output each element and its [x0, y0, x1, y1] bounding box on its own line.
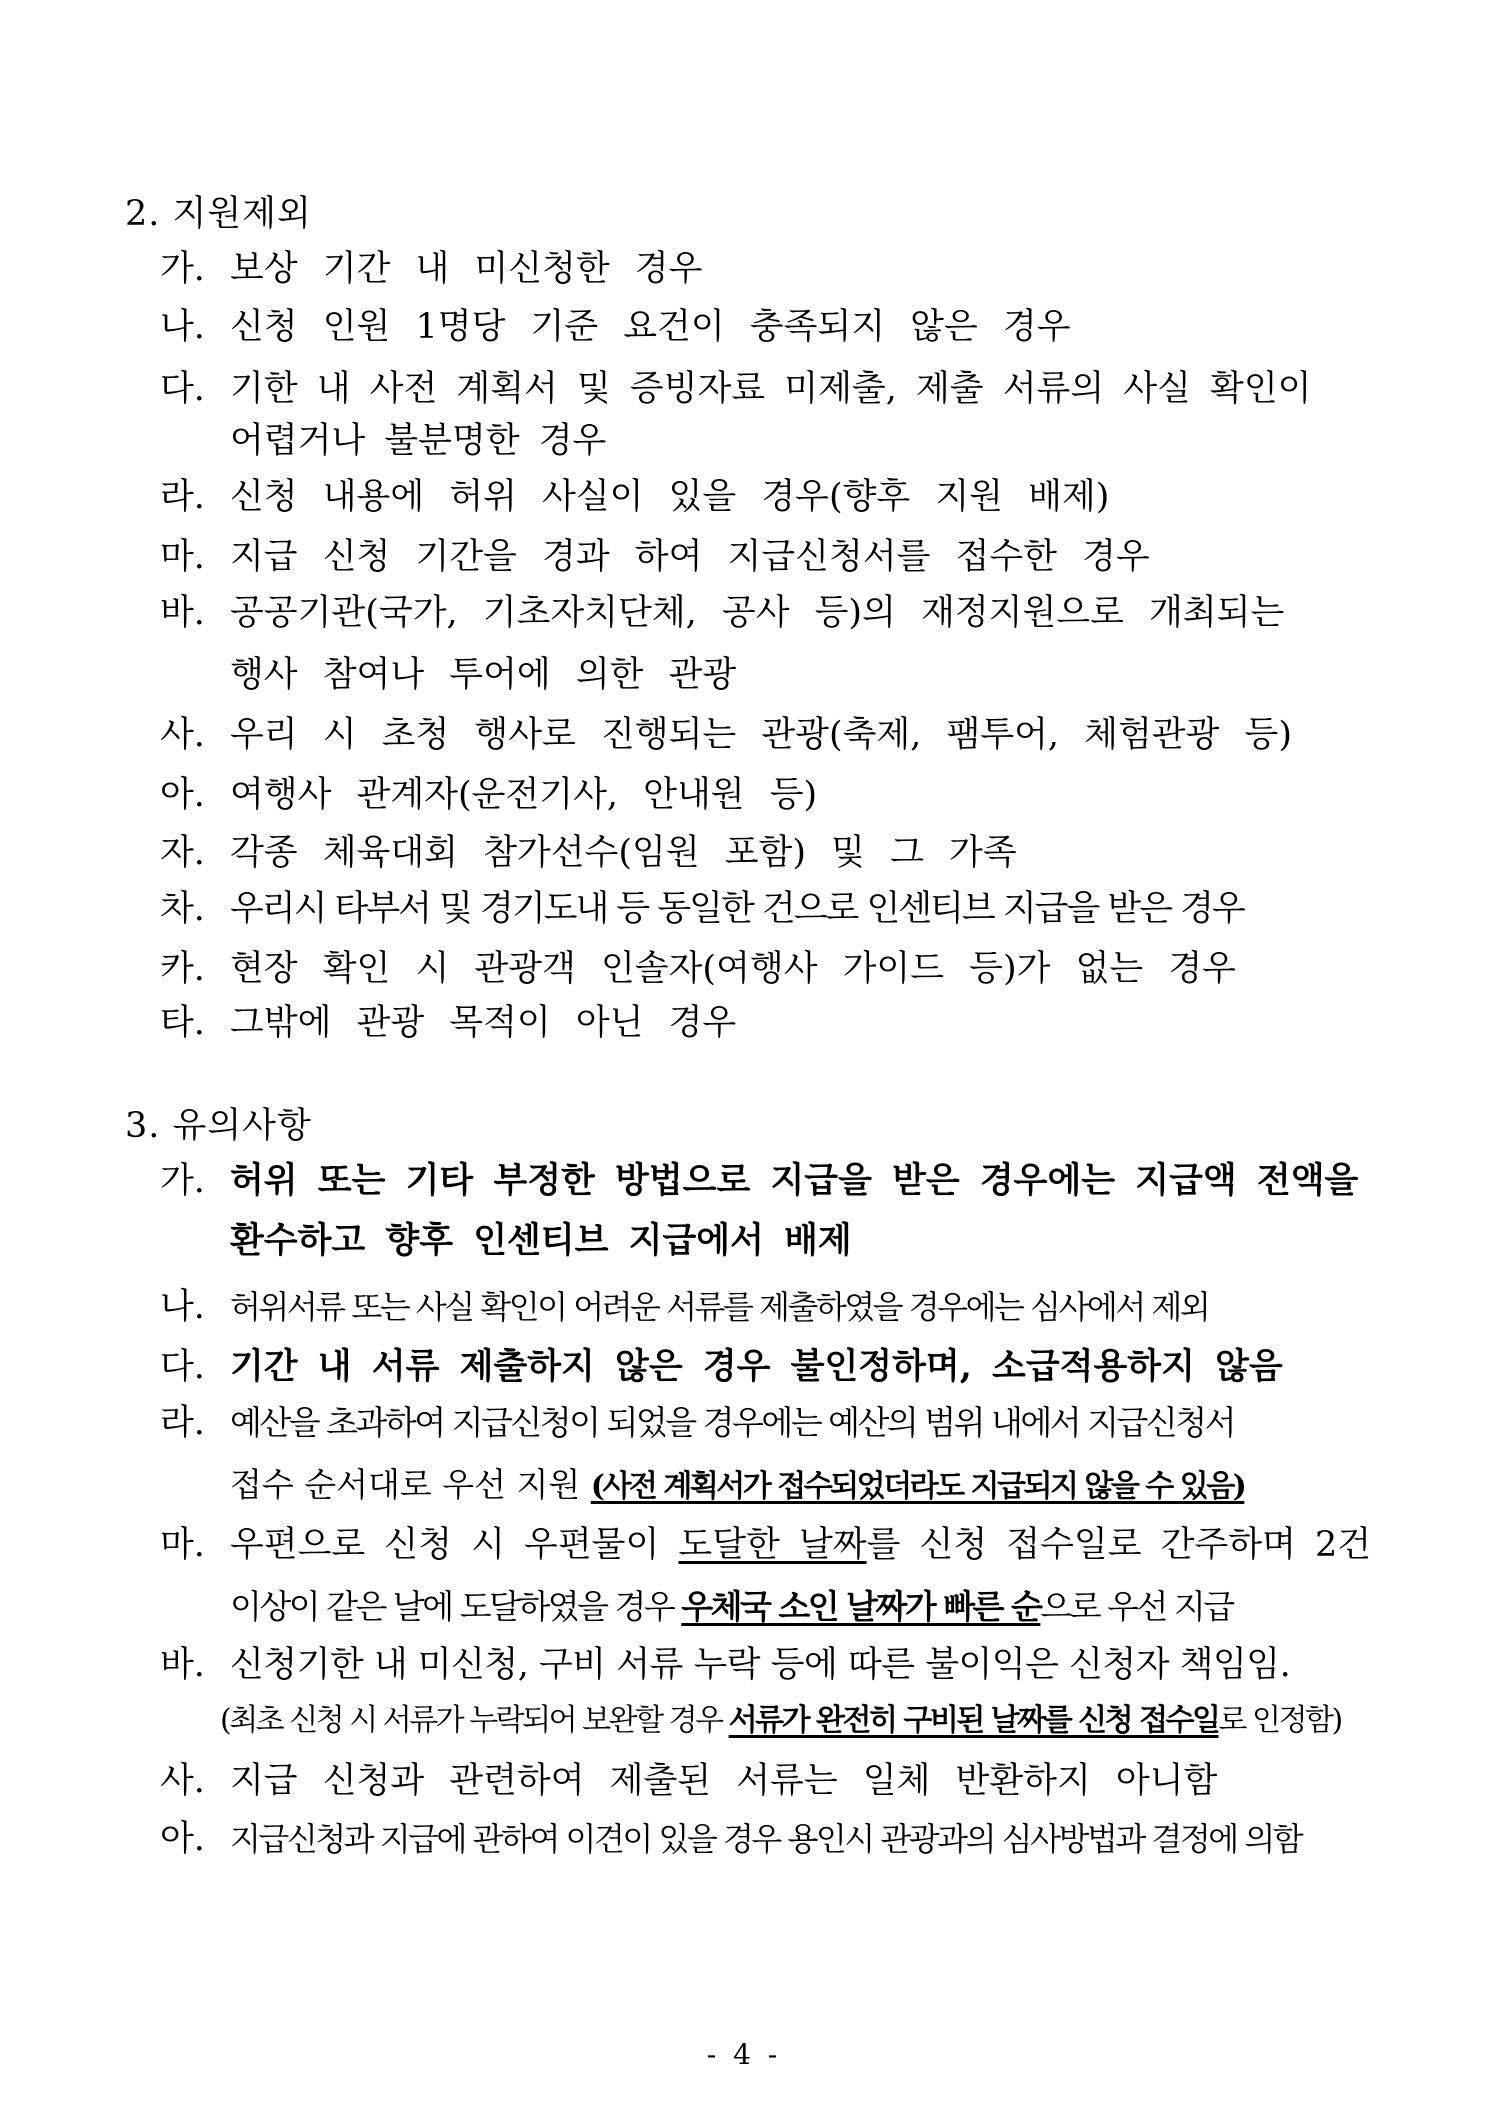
item-text-continued: 행사 참여나 투어에 의한 관광: [230, 655, 737, 695]
item-text-plain: 이상이 같은 날에 도달하였을 경우: [230, 1587, 682, 1626]
item-marker: 사.: [160, 1761, 205, 1801]
item-marker: 아.: [160, 775, 205, 815]
item-text: 지급 신청과 관련하여 제출된 서류는 일체 반환하지 아니함: [230, 1761, 1218, 1801]
section-3-title: 3. 유의사항: [125, 1106, 312, 1146]
item-text-continued: 환수하고 향후 인센티브 지급에서 배제: [230, 1220, 852, 1261]
item-marker: 차.: [160, 889, 205, 929]
item-marker: 라.: [160, 1403, 205, 1443]
underlined-text: 서류가 완전히 구비된 날짜를 신청 접수일: [728, 1703, 1219, 1738]
item-text: 여행사 관계자(운전기사, 안내원 등): [230, 775, 818, 815]
item-marker: 자.: [160, 833, 205, 873]
item-text: 기간 내 서류 제출하지 않은 경우 불인정하며, 소급적용하지 않음: [230, 1346, 1283, 1387]
underlined-text: 도달한 날짜: [678, 1525, 867, 1565]
item-text-plain: 를 신청 접수일로 간주하며 2건: [866, 1525, 1372, 1565]
item-text: 각종 체육대회 참가선수(임원 포함) 및 그 가족: [230, 833, 1017, 873]
item-text: 신청 내용에 허위 사실이 있을 경우(향후 지원 배제): [230, 477, 1110, 517]
item-marker: 바.: [160, 593, 205, 633]
item-marker: 사.: [160, 715, 205, 755]
item-marker: 아.: [160, 1819, 205, 1859]
item-text: 우리 시 초청 행사로 진행되는 관광(축제, 팸투어, 체험관광 등): [230, 715, 1293, 755]
item-text-plain: 접수 순서대로 우선 지원: [230, 1465, 591, 1504]
item-marker: 다.: [160, 1347, 205, 1387]
underlined-text: 우체국 소인 날짜가 빠른 순: [681, 1587, 1041, 1626]
item-text: 지급 신청 기간을 경과 하여 지급신청서를 접수한 경우: [230, 537, 1150, 577]
item-text: 공공기관(국가, 기초자치단체, 공사 등)의 재정지원으로 개최되는: [230, 593, 1285, 633]
item-marker: 가.: [160, 249, 205, 289]
item-text: 보상 기간 내 미신청한 경우: [230, 249, 703, 289]
item-text: [230, 1516, 1370, 1574]
item-text: 예산을 초과하여 지급신청이 되었을 경우에는 예산의 범위 내에서 지급신청서: [230, 1403, 1235, 1442]
item-marker: 타.: [160, 1003, 205, 1043]
item-marker: 가.: [160, 1161, 205, 1201]
item-text-continued: 어렵거나 불분명한 경우: [230, 421, 607, 461]
item-marker: 라.: [160, 477, 205, 517]
item-marker: 다.: [160, 369, 205, 409]
item-text: 허위서류 또는 사실 확인이 어려운 서류를 제출하였을 경우에는 심사에서 제외: [230, 1288, 1209, 1326]
item-text: 기한 내 사전 계획서 및 증빙자료 미제출, 제출 서류의 사실 확인이: [230, 369, 1312, 409]
item-text-continued: [230, 1578, 1370, 1636]
item-marker: 카.: [160, 949, 205, 989]
item-text-plain: 우편으로 신청 시 우편물이: [230, 1525, 679, 1565]
item-text: 우리시 타부서 및 경기도내 등 동일한 건으로 인센티브 지급을 받은 경우: [230, 889, 1244, 929]
item-note: [220, 1692, 1360, 1750]
item-marker: 마.: [160, 537, 205, 577]
note-text-plain: 로 인정함): [1218, 1703, 1341, 1738]
note-text-plain: (최초 신청 시 서류가 누락되어 보완할 경우: [220, 1703, 729, 1738]
item-text-plain: 으로 우선 지급: [1040, 1587, 1233, 1626]
underlined-notice: (사전 계획서가 접수되었더라도 지급되지 않을 수 있음): [590, 1469, 1245, 1504]
item-text: 그밖에 관광 목적이 아닌 경우: [230, 1003, 737, 1043]
item-marker: 바.: [160, 1645, 205, 1685]
item-marker: 마.: [160, 1525, 205, 1565]
item-marker: 나.: [160, 307, 205, 347]
item-text: 지급신청과 지급에 관하여 이견이 있을 경우 용인시 관광과의 심사방법과 결정에 의함: [230, 1820, 1302, 1858]
page-number: - 4 -: [706, 2038, 782, 2071]
item-text: 현장 확인 시 관광객 인솔자(여행사 가이드 등)가 없는 경우: [230, 949, 1236, 989]
item-text: 신청기한 내 미신청, 구비 서류 누락 등에 따른 불이익은 신청자 책임임.: [230, 1645, 1291, 1685]
section-2-title: 2. 지원제외: [125, 194, 312, 234]
item-text: 신청 인원 1명당 기준 요건이 충족되지 않은 경우: [230, 307, 1071, 347]
item-marker: 나.: [160, 1287, 205, 1327]
item-text: 허위 또는 기타 부정한 방법으로 지급을 받은 경우에는 지급액 전액을: [230, 1160, 1359, 1201]
item-text-continued: [230, 1456, 1370, 1516]
